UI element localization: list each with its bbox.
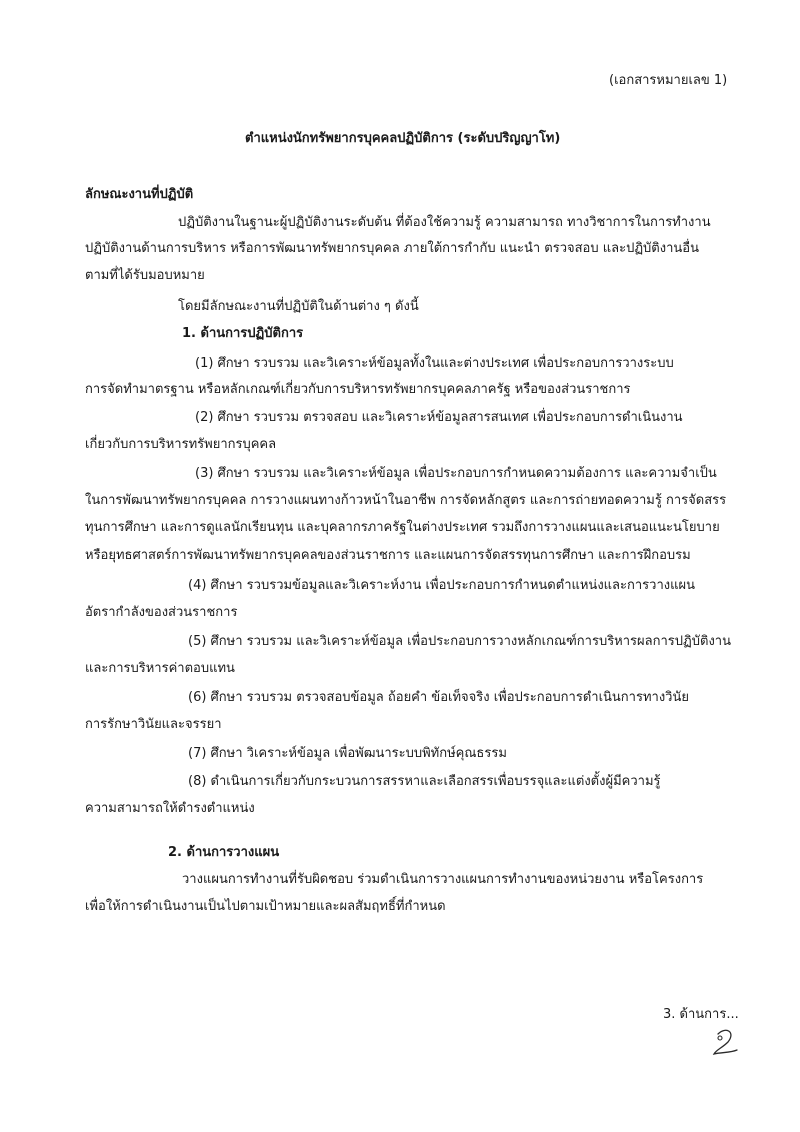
area1-line: (3) ศึกษา รวบรวม และวิเคราะห์ข้อมูล เพื่อประกอบการกำหนดความต้องการ และความจำเป็น bbox=[195, 466, 717, 481]
areas-intro: โดยมีลักษณะงานที่ปฏิบัติในด้านต่าง ๆ ดังนี้ bbox=[178, 299, 419, 314]
area1-line: ในการพัฒนาทรัพยากรบุคคล การวางแผนทางก้าวหน้าในอาชีพ การจัดหลักสูตร และการถ่ายทอดความรู้ การจัดสรร bbox=[85, 493, 727, 508]
area1-line: (6) ศึกษา รวบรวม ตรวจสอบข้อมูล ถ้อยคำ ข้อเท็จจริง เพื่อประกอบการดำเนินการทางวินัย bbox=[188, 690, 689, 705]
area1-line: เกี่ยวกับการบริหารทรัพยากรบุคคล bbox=[85, 437, 277, 452]
area2-heading: 2. ด้านการวางแผน bbox=[168, 845, 280, 860]
area1-line: ทุนการศึกษา และการดูแลนักเรียนทุน และบุคลากรภาครัฐในต่างประเทศ รวมถึงการวางแผนและเสนอแนะนโยบาย bbox=[85, 520, 720, 535]
area1-line: และการบริหารค่าตอบแทน bbox=[85, 661, 235, 676]
page-title: ตำแหน่งนักทรัพยากรบุคคลปฏิบัติการ (ระดับปริญญาโท) bbox=[245, 131, 561, 146]
document-number: (เอกสารหมายเลข 1) bbox=[609, 73, 728, 88]
continuation-marker: 3. ด้านการ... bbox=[663, 1007, 739, 1022]
area1-line: ความสามารถให้ดำรงตำแหน่ง bbox=[85, 801, 255, 816]
intro-line: ตามที่ได้รับมอบหมาย bbox=[85, 268, 205, 283]
area1-heading: 1. ด้านการปฏิบัติการ bbox=[182, 326, 304, 341]
area1-line: (1) ศึกษา รวบรวม และวิเคราะห์ข้อมูลทั้งในและต่างประเทศ เพื่อประกอบการวางระบบ bbox=[195, 356, 674, 371]
area1-line: หรือยุทธศาสตร์การพัฒนาทรัพยากรบุคคลของส่วนราชการ และแผนการจัดสรรทุนการศึกษา และการฝึกอบรม bbox=[85, 548, 691, 563]
area1-line: (2) ศึกษา รวบรวม ตรวจสอบ และวิเคราะห์ข้อมูลสารสนเทศ เพื่อประกอบการดำเนินงาน bbox=[195, 410, 683, 425]
initials-signature bbox=[710, 1020, 740, 1060]
area2-line: วางแผนการทำงานที่รับผิดชอบ ร่วมดำเนินการวางแผนการทำงานของหน่วยงาน หรือโครงการ bbox=[182, 872, 704, 887]
section-heading: ลักษณะงานที่ปฏิบัติ bbox=[85, 187, 194, 202]
area1-line: (7) ศึกษา วิเคราะห์ข้อมูล เพื่อพัฒนาระบบพิทักษ์คุณธรรม bbox=[188, 746, 507, 761]
area1-line: (5) ศึกษา รวบรวม และวิเคราะห์ข้อมูล เพื่อประกอบการวางหลักเกณฑ์การบริหารผลการปฏิบัติงาน bbox=[188, 634, 731, 649]
area1-line: (8) ดำเนินการเกี่ยวกับกระบวนการสรรหาและเลือกสรรเพื่อบรรจุและแต่งตั้งผู้มีความรู้ bbox=[188, 774, 661, 789]
intro-line: ปฏิบัติงานด้านการบริหาร หรือการพัฒนาทรัพยากรบุคคล ภายใต้การกำกับ แนะนำ ตรวจสอบ และปฏิบัติงานอื่น bbox=[85, 241, 699, 256]
area1-line: การรักษาวินัยและจรรยา bbox=[85, 717, 222, 732]
area1-line: (4) ศึกษา รวบรวมข้อมูลและวิเคราะห์งาน เพื่อประกอบการกำหนดตำแหน่งและการวางแผน bbox=[188, 578, 695, 593]
area2-line: เพื่อให้การดำเนินงานเป็นไปตามเป้าหมายและผลสัมฤทธิ์ที่กำหนด bbox=[85, 899, 446, 914]
area1-line: อัตรากำลังของส่วนราชการ bbox=[85, 605, 238, 620]
area1-line: การจัดทำมาตรฐาน หรือหลักเกณฑ์เกี่ยวกับการบริหารทรัพยากรบุคคลภาครัฐ หรือของส่วนราชการ bbox=[85, 382, 631, 397]
intro-line: ปฏิบัติงานในฐานะผู้ปฏิบัติงานระดับต้น ที่ต้องใช้ความรู้ ความสามารถ ทางวิชาการในการทำงาน bbox=[178, 215, 711, 230]
